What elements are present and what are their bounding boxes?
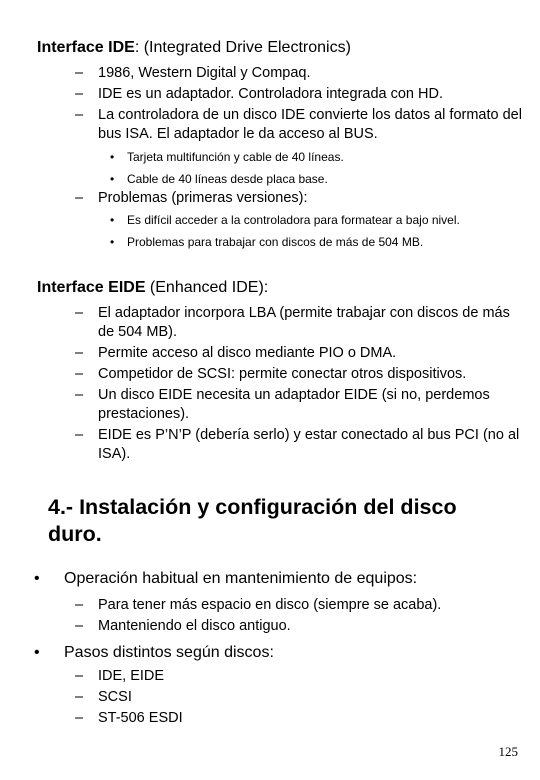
eide-list (75, 304, 525, 466)
list-item-text: Problemas (primeras versiones): (98, 190, 308, 206)
list-item-text: Un disco EIDE necesita un adaptador EIDE (si no, perdemos prestaciones). (98, 387, 490, 422)
ide-heading-bold: Interface IDE (37, 39, 135, 56)
list-item (75, 85, 525, 104)
list-item-text: Permite acceso al disco mediante PIO o DMA. (98, 345, 397, 361)
list-item (34, 643, 514, 663)
dash-marker: – (75, 86, 84, 102)
list-item (75, 596, 525, 615)
bullet-marker: • (110, 235, 115, 249)
list-item (110, 149, 530, 165)
list-item (110, 234, 530, 250)
list-item-text: IDE es un adaptador. Controladora integrada con HD. (98, 86, 443, 102)
section-bullet-1 (34, 569, 514, 589)
list-item (75, 106, 525, 144)
list-item-text: Cable de 40 líneas desde placa base. (127, 172, 328, 186)
dash-marker: – (75, 345, 84, 361)
page-number: 125 (498, 744, 518, 759)
list-item-text: EIDE es P’N’P (debería serlo) y estar conectado al bus PCI (no al ISA). (98, 427, 520, 462)
bullet-marker: • (110, 150, 115, 164)
section-bullet-1-list (75, 596, 525, 638)
list-item-text: Pasos distintos según discos: (64, 644, 274, 661)
list-item (75, 617, 525, 636)
section-bullet-2 (34, 643, 514, 663)
list-item-text: La controladora de un disco IDE convierte los datos al formato del bus ISA. El adaptador le da acceso al BUS. (98, 107, 522, 142)
bullet-marker: • (110, 172, 115, 186)
ide-heading-rest: : (Integrated Drive Electronics) (134, 39, 351, 56)
bullet-marker: • (34, 644, 40, 661)
list-item (75, 365, 525, 384)
list-item (75, 709, 525, 728)
list-item (75, 304, 525, 342)
eide-heading (37, 278, 268, 298)
dash-marker: – (75, 618, 84, 634)
list-item-text: Manteniendo el disco antiguo. (98, 618, 291, 634)
list-item (75, 386, 525, 424)
dash-marker: – (75, 710, 84, 726)
dash-marker: – (75, 668, 84, 684)
list-item (75, 189, 525, 208)
list-item-text: IDE, EIDE (98, 668, 165, 684)
ide-heading (37, 38, 351, 58)
list-item (75, 344, 525, 363)
list-item-text: Operación habitual en mantenimiento de equipos: (64, 570, 418, 587)
dash-marker: – (75, 366, 84, 382)
dash-marker: – (75, 689, 84, 705)
list-item-text: ST-506 ESDI (98, 710, 183, 726)
dash-marker: – (75, 190, 84, 206)
dash-marker: – (75, 107, 84, 123)
list-item (75, 426, 525, 464)
eide-heading-rest: (Enhanced IDE): (145, 279, 269, 296)
list-item-text: SCSI (98, 689, 132, 705)
ide-list (75, 64, 525, 146)
dash-marker: – (75, 427, 84, 443)
section-title: 4.- Instalación y configuración del disco duro. (48, 495, 457, 546)
list-item-text: El adaptador incorpora LBA (permite trabajar con discos de más de 504 MB). (98, 305, 510, 340)
list-item (75, 688, 525, 707)
ide-sub-list-2 (110, 212, 530, 256)
dash-marker: – (75, 65, 84, 81)
list-item-text: Tarjeta multifunción y cable de 40 líneas. (127, 150, 344, 164)
ide-problems-list (75, 189, 525, 210)
list-item (75, 667, 525, 686)
dash-marker: – (75, 305, 84, 321)
bullet-marker: • (34, 570, 40, 587)
dash-marker: – (75, 597, 84, 613)
ide-sub-list-1 (110, 149, 530, 193)
list-item-text: Problemas para trabajar con discos de más de 504 MB. (127, 235, 424, 249)
section-bullet-2-list (75, 667, 525, 730)
list-item (110, 212, 530, 228)
list-item (110, 171, 530, 187)
list-item (34, 569, 514, 589)
eide-heading-bold: Interface EIDE (37, 279, 146, 296)
list-item-text: 1986, Western Digital y Compaq. (98, 65, 311, 81)
list-item (75, 64, 525, 83)
list-item-text: Para tener más espacio en disco (siempre se acaba). (98, 597, 442, 613)
list-item-text: Es difícil acceder a la controladora para formatear a bajo nivel. (127, 213, 460, 227)
list-item-text: Competidor de SCSI: permite conectar otros dispositivos. (98, 366, 467, 382)
bullet-marker: • (110, 213, 115, 227)
dash-marker: – (75, 387, 84, 403)
